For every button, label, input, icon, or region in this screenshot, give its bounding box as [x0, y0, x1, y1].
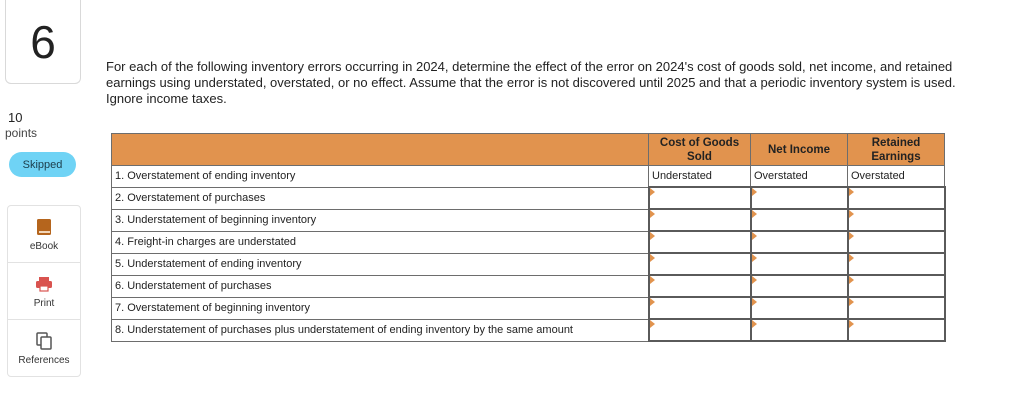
table-row — [112, 166, 945, 188]
row-description: 1. Overstatement of ending inventory — [112, 166, 649, 188]
points-value: 10 — [8, 110, 23, 125]
retained-earnings-dropdown[interactable] — [848, 231, 945, 253]
table-row — [112, 187, 945, 209]
retained-earnings-dropdown[interactable] — [848, 319, 945, 341]
question-prompt: For each of the following inventory errors occurring in 2024, determine the effect of the error on 2024's cost of goods sold, net income, and retained earnings using understated, overstated, or no effect. Assume that the error is not discovered until 2025 and that a periodic inventory system is used. Ignore income taxes. — [106, 59, 956, 106]
copy-icon — [34, 331, 54, 351]
ebook-label: eBook — [29, 240, 59, 252]
row-description: 5. Understatement of ending inventory — [112, 253, 649, 275]
retained-earnings-dropdown[interactable] — [848, 187, 945, 209]
question-number: 6 — [5, 0, 81, 84]
print-label: Print — [33, 297, 55, 309]
tools-panel — [7, 205, 81, 377]
header-net-income: Net Income — [751, 134, 848, 166]
retained-earnings-dropdown[interactable] — [848, 297, 945, 319]
row-description: 3. Understatement of beginning inventory — [112, 209, 649, 231]
book-icon — [34, 217, 54, 237]
ebook-button[interactable] — [8, 206, 80, 263]
retained-earnings-dropdown[interactable] — [848, 209, 945, 231]
cogs-dropdown[interactable] — [649, 319, 751, 341]
cogs-dropdown[interactable] — [649, 253, 751, 275]
row-description: 7. Overstatement of beginning inventory — [112, 297, 649, 319]
header-description — [112, 134, 649, 166]
net-income-dropdown[interactable] — [751, 275, 848, 297]
row-description: 2. Overstatement of purchases — [112, 187, 649, 209]
references-button[interactable] — [8, 320, 80, 376]
row-description: 8. Understatement of purchases plus understatement of ending inventory by the same amount — [112, 319, 649, 341]
retained-earnings-cell: Overstated — [848, 166, 945, 188]
retained-earnings-dropdown[interactable] — [848, 253, 945, 275]
table-row — [112, 231, 945, 253]
header-retained-earnings: Retained Earnings — [848, 134, 945, 166]
net-income-dropdown[interactable] — [751, 319, 848, 341]
table-header-row — [112, 134, 945, 166]
cogs-dropdown[interactable] — [649, 209, 751, 231]
net-income-cell: Overstated — [751, 166, 848, 188]
net-income-dropdown[interactable] — [751, 231, 848, 253]
header-cogs: Cost of Goods Sold — [649, 134, 751, 166]
net-income-dropdown[interactable] — [751, 297, 848, 319]
row-description: 4. Freight-in charges are understated — [112, 231, 649, 253]
table-row — [112, 253, 945, 275]
points-label: points — [5, 126, 38, 140]
status-badge[interactable]: Skipped — [9, 152, 76, 177]
net-income-dropdown[interactable] — [751, 187, 848, 209]
net-income-dropdown[interactable] — [751, 209, 848, 231]
cogs-dropdown[interactable] — [649, 231, 751, 253]
net-income-dropdown[interactable] — [751, 253, 848, 275]
references-label: References — [18, 354, 70, 366]
cogs-dropdown[interactable] — [649, 297, 751, 319]
table-row — [112, 209, 945, 231]
table-row — [112, 297, 945, 319]
row-description: 6. Understatement of purchases — [112, 275, 649, 297]
answer-table — [111, 133, 946, 342]
printer-icon — [34, 274, 54, 294]
cogs-cell: Understated — [649, 166, 751, 188]
cogs-dropdown[interactable] — [649, 275, 751, 297]
print-button[interactable] — [8, 263, 80, 320]
table-row — [112, 319, 945, 341]
table-row — [112, 275, 945, 297]
retained-earnings-dropdown[interactable] — [848, 275, 945, 297]
cogs-dropdown[interactable] — [649, 187, 751, 209]
